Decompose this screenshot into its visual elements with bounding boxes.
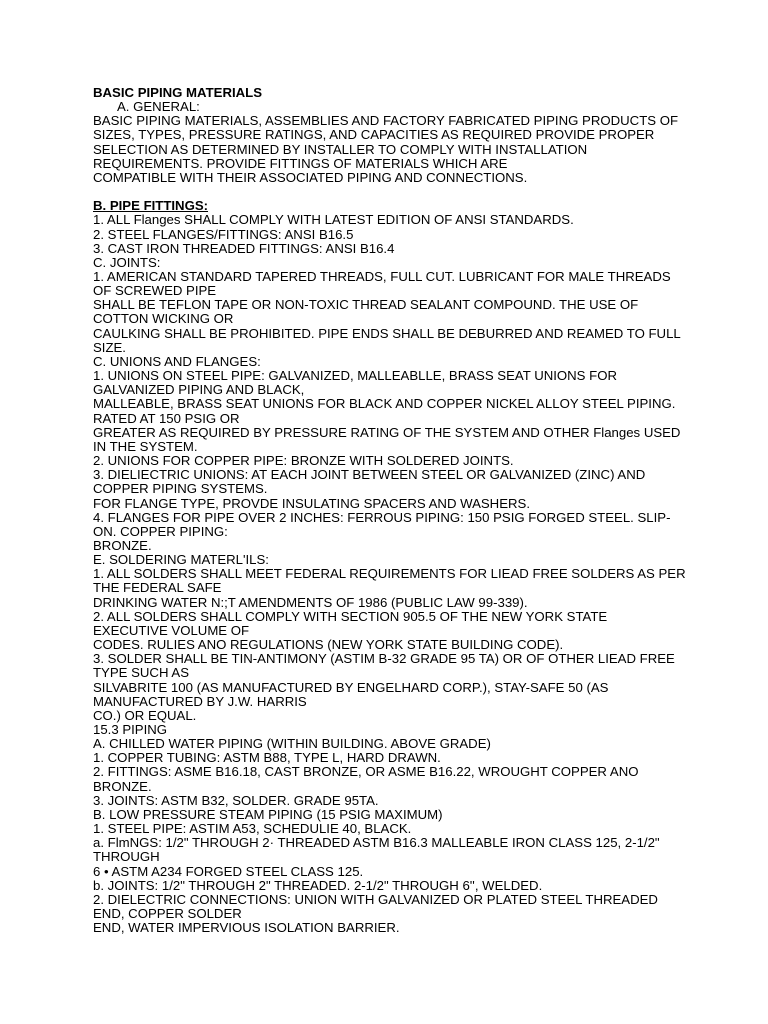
text-line: EXECUTIVE VOLUME OF	[93, 622, 250, 638]
text-line: C. JOINTS:	[93, 254, 161, 270]
text-line: SHALL BE TEFLON TAPE OR NON-TOXIC THREAD SEALANT COMPOUND. THE USE OF	[93, 297, 639, 313]
text-line: 1. ALL Flanges SHALL COMPLY WITH LATEST EDITION OF ANSI STANDARDS.	[93, 212, 574, 228]
text-line: BASIC PIPING MATERIALS, ASSEMBLIES AND FACTORY FABRICATED PIPING PRODUCTS OF	[93, 113, 679, 129]
text-line: BRONZE.	[93, 537, 152, 553]
section-heading-pipe-fittings: B. PIPE FITTINGS:	[93, 198, 209, 214]
text-line: IN THE SYSTEM.	[93, 438, 198, 454]
text-line: GALVANIZED PIPING AND BLACK,	[93, 382, 305, 398]
text-line: 1. ALL SOLDERS SHALL MEET FEDERAL REQUIREMENTS FOR LIEAD FREE SOLDERS AS PER	[93, 566, 686, 582]
text-line: 3. SOLDER SHALL BE TIN-ANTIMONY (ASTIM B-32 GRADE 95 TA) OR OF OTHER LIEAD FREE	[93, 651, 675, 667]
text-line: E. SOLDERING MATERL'ILS:	[93, 552, 269, 568]
body-text	[93, 212, 686, 936]
text-line: 2. DIELECTRIC CONNECTIONS: UNION WITH GALVANIZED OR PLATED STEEL THREADED	[93, 891, 658, 907]
text-line: TYPE SUCH AS	[93, 665, 190, 681]
text-line: 6 • ASTM A234 FORGED STEEL CLASS 125.	[93, 863, 364, 879]
document-title: BASIC PIPING MATERIALS	[93, 85, 263, 100]
text-line: REQUIREMENTS. PROVIDE FITTINGS OF MATERIALS WHICH ARE	[93, 155, 508, 171]
text-line: 1. AMERICAN STANDARD TAPERED THREADS, FULL CUT. LUBRICANT FOR MALE THREADS	[93, 269, 671, 285]
text-line: RATED AT 150 PSIG OR	[93, 410, 240, 426]
text-line: 2. STEEL FLANGES/FITTINGS: ANSI B16.5	[93, 226, 354, 242]
text-line: SIZES, TYPES, PRESSURE RATINGS, AND CAPACITIES AS REQUIRED PROVIDE PROPER	[93, 127, 655, 143]
text-line: CAULKING SHALL BE PROHIBITED. PIPE ENDS SHALL BE DEBURRED AND REAMED TO FULL	[93, 325, 681, 341]
text-line: 1. COPPER TUBING: ASTM B88, TYPE L, HARD DRAWN.	[93, 750, 441, 766]
text-line: THROUGH	[93, 849, 160, 865]
text-line: a. FlmNGS: 1/2" THROUGH 2· THREADED ASTM B16.3 MALLEABLE IRON CLASS 125, 2-1/2"	[93, 835, 660, 851]
text-line: 1. UNIONS ON STEEL PIPE: GALVANIZED, MALLEABLLE, BRASS SEAT UNIONS FOR	[93, 368, 617, 384]
text-line: 2. FITTINGS: ASME B16.18, CAST BRONZE, OR ASME B16.22, WROUGHT COPPER ANO	[93, 764, 639, 780]
text-line: 2. ALL SOLDERS SHALL COMPLY WITH SECTION 905.5 OF THE NEW YORK STATE	[93, 608, 608, 624]
text-line: OF SCREWED PIPE	[93, 283, 217, 299]
text-line: SIZE.	[93, 339, 126, 355]
text-line: ON. COPPER PIPING:	[93, 523, 228, 539]
text-line: C. UNIONS AND FLANGES:	[93, 353, 261, 369]
text-line: DRINKING WATER N:;T AMENDMENTS OF 1986 (PUBLIC LAW 99-339).	[93, 594, 528, 610]
document-page	[93, 85, 686, 936]
text-line: SELECTION AS DETERMINED BY INSTALLER TO COMPLY WITH INSTALLATION	[93, 141, 588, 157]
general-paragraph	[93, 114, 683, 185]
text-line: SILVABRITE 100 (AS MANUFACTURED BY ENGELHARD CORP.), STAY-SAFE 50 (AS	[93, 679, 609, 695]
text-line: 3. JOINTS: ASTM B32, SOLDER. GRADE 95TA.	[93, 792, 379, 808]
text-line: 3. CAST IRON THREADED FITTINGS: ANSI B16.4	[93, 240, 395, 256]
text-line: b. JOINTS: 1/2" THROUGH 2" THREADED. 2-1/2" THROUGH 6'', WELDED.	[93, 877, 543, 893]
text-line: COPPER PIPING SYSTEMS.	[93, 481, 268, 497]
text-line: B. LOW PRESSURE STEAM PIPING (15 PSIG MAXIMUM)	[93, 806, 443, 822]
text-line: GREATER AS REQUIRED BY PRESSURE RATING OF THE SYSTEM AND OTHER Flanges USED	[93, 424, 681, 440]
text-line: FOR FLANGE TYPE, PROVDE INSULATING SPACERS AND WASHERS.	[93, 495, 530, 511]
text-line: MALLEABLE, BRASS SEAT UNIONS FOR BLACK AND COPPER NICKEL ALLOY STEEL PIPING.	[93, 396, 676, 412]
text-line: END, COPPER SOLDER	[93, 906, 242, 922]
text-line: END, WATER IMPERVIOUS ISOLATION BARRIER.	[93, 920, 400, 936]
text-line: 15.3 PIPING	[93, 722, 168, 738]
section-heading-general: A. GENERAL:	[117, 99, 200, 115]
text-line: A. CHILLED WATER PIPING (WITHIN BUILDING. ABOVE GRADE)	[93, 736, 491, 752]
text-line: MANUFACTURED BY J.W. HARRIS	[93, 693, 307, 709]
text-line: 3. DIELIECTRIC UNIONS: AT EACH JOINT BETWEEN STEEL OR GALVANIZED (ZINC) AND	[93, 467, 646, 483]
text-line: COMPATIBLE WITH THEIR ASSOCIATED PIPING AND CONNECTIONS.	[93, 169, 528, 185]
text-line: CO.) OR EQUAL.	[93, 707, 197, 723]
text-line: 2. UNIONS FOR COPPER PIPE: BRONZE WITH SOLDERED JOINTS.	[93, 453, 514, 469]
text-line: 4. FLANGES FOR PIPE OVER 2 INCHES: FERROUS PIPING: 150 PSIG FORGED STEEL. SLIP-	[93, 509, 671, 525]
text-line: CODES. RULIES ANO REGULATIONS (NEW YORK STATE BUILDING CODE).	[93, 637, 564, 653]
text-line: 1. STEEL PIPE: ASTIM A53, SCHEDULIE 40, BLACK.	[93, 821, 412, 837]
paragraph-spacer	[93, 185, 683, 199]
text-line: COTTON WICKING OR	[93, 311, 234, 327]
text-line: BRONZE.	[93, 778, 152, 794]
text-line: THE FEDERAL SAFE	[93, 580, 222, 596]
